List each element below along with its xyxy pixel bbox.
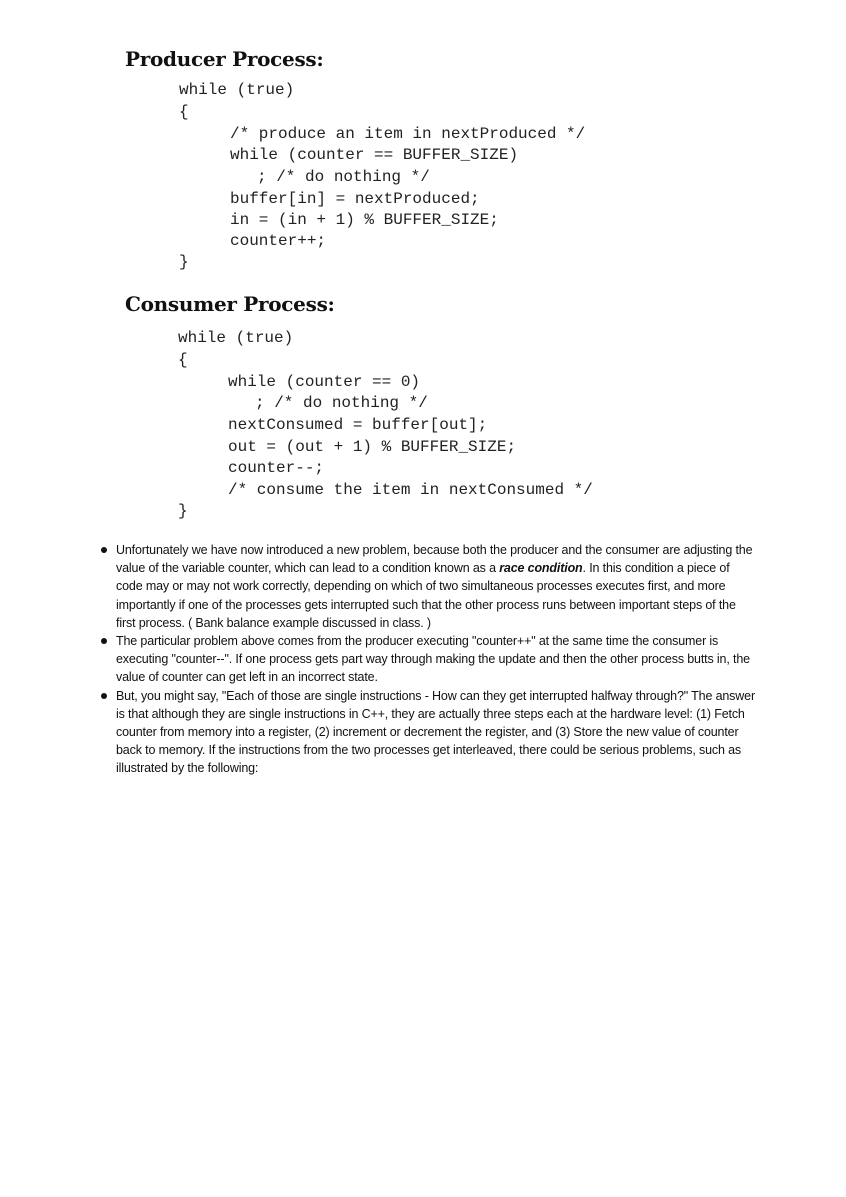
bullet-text: . In this condition a piece of code may or may not work correctly, depending on which of two simultaneous processes executes first, and more importantly if one of the processes gets interrupted such that the other process runs between important steps of the first process. ( Bank balance example discussed in class. ): [116, 561, 736, 630]
code-line: in = (in + 1) % BUFFER_SIZE;: [230, 211, 499, 229]
code-line: counter++;: [230, 232, 327, 250]
code-line: while (counter == 0): [228, 373, 421, 391]
code-line: while (counter == BUFFER_SIZE): [230, 146, 519, 164]
code-line: {: [179, 103, 189, 121]
bullet-text: Unfortunately we have now introduced a new problem, because both the producer and the consumer are adjusting the value of the variable counter, which can lead to a condition known as a: [116, 543, 753, 576]
bullet-icon: [101, 693, 107, 699]
explanation-list: [98, 541, 758, 778]
bullet-icon: [101, 638, 107, 644]
code-line: counter--;: [228, 459, 325, 477]
code-line: /* consume the item in nextConsumed */: [228, 481, 593, 499]
code-line: while (true): [178, 329, 294, 347]
code-line: ; /* do nothing */: [257, 168, 430, 186]
code-line: /* produce an item in nextProduced */: [230, 125, 586, 143]
list-item: [98, 687, 758, 778]
code-line: buffer[in] = nextProduced;: [230, 190, 480, 208]
code-line: {: [178, 351, 188, 369]
code-line: out = (out + 1) % BUFFER_SIZE;: [228, 438, 517, 456]
code-line: ; /* do nothing */: [255, 394, 428, 412]
list-item: [98, 632, 758, 687]
consumer-heading: Consumer Process:: [125, 292, 335, 316]
code-line: while (true): [179, 81, 295, 99]
code-line: }: [178, 502, 188, 520]
code-line: }: [179, 253, 189, 271]
bullet-text: But, you might say, "Each of those are single instructions - How can they get interrupted halfway through?" The answer is that although they are single instructions in C++, they are actually three steps each at the hardware level: (1) Fetch counter from memory into a register, (2) increment or decrement the register, and (3) Store the new value of counter back to memory. If the instructions from the two processes get interleaved, there could be serious problems, such as illustrated by the following:: [116, 688, 755, 776]
bullet-text: The particular problem above comes from the producer executing "counter++" at the same time the consumer is executing "counter--". If one process gets part way through making the update and then the other process butts in, the value of counter can get left in an incorrect state.: [116, 634, 750, 685]
producer-heading: Producer Process:: [125, 47, 324, 71]
bullet-icon: [101, 547, 107, 553]
race-condition-term: race condition: [499, 561, 583, 576]
list-item: [98, 541, 758, 632]
code-line: nextConsumed = buffer[out];: [228, 416, 488, 434]
